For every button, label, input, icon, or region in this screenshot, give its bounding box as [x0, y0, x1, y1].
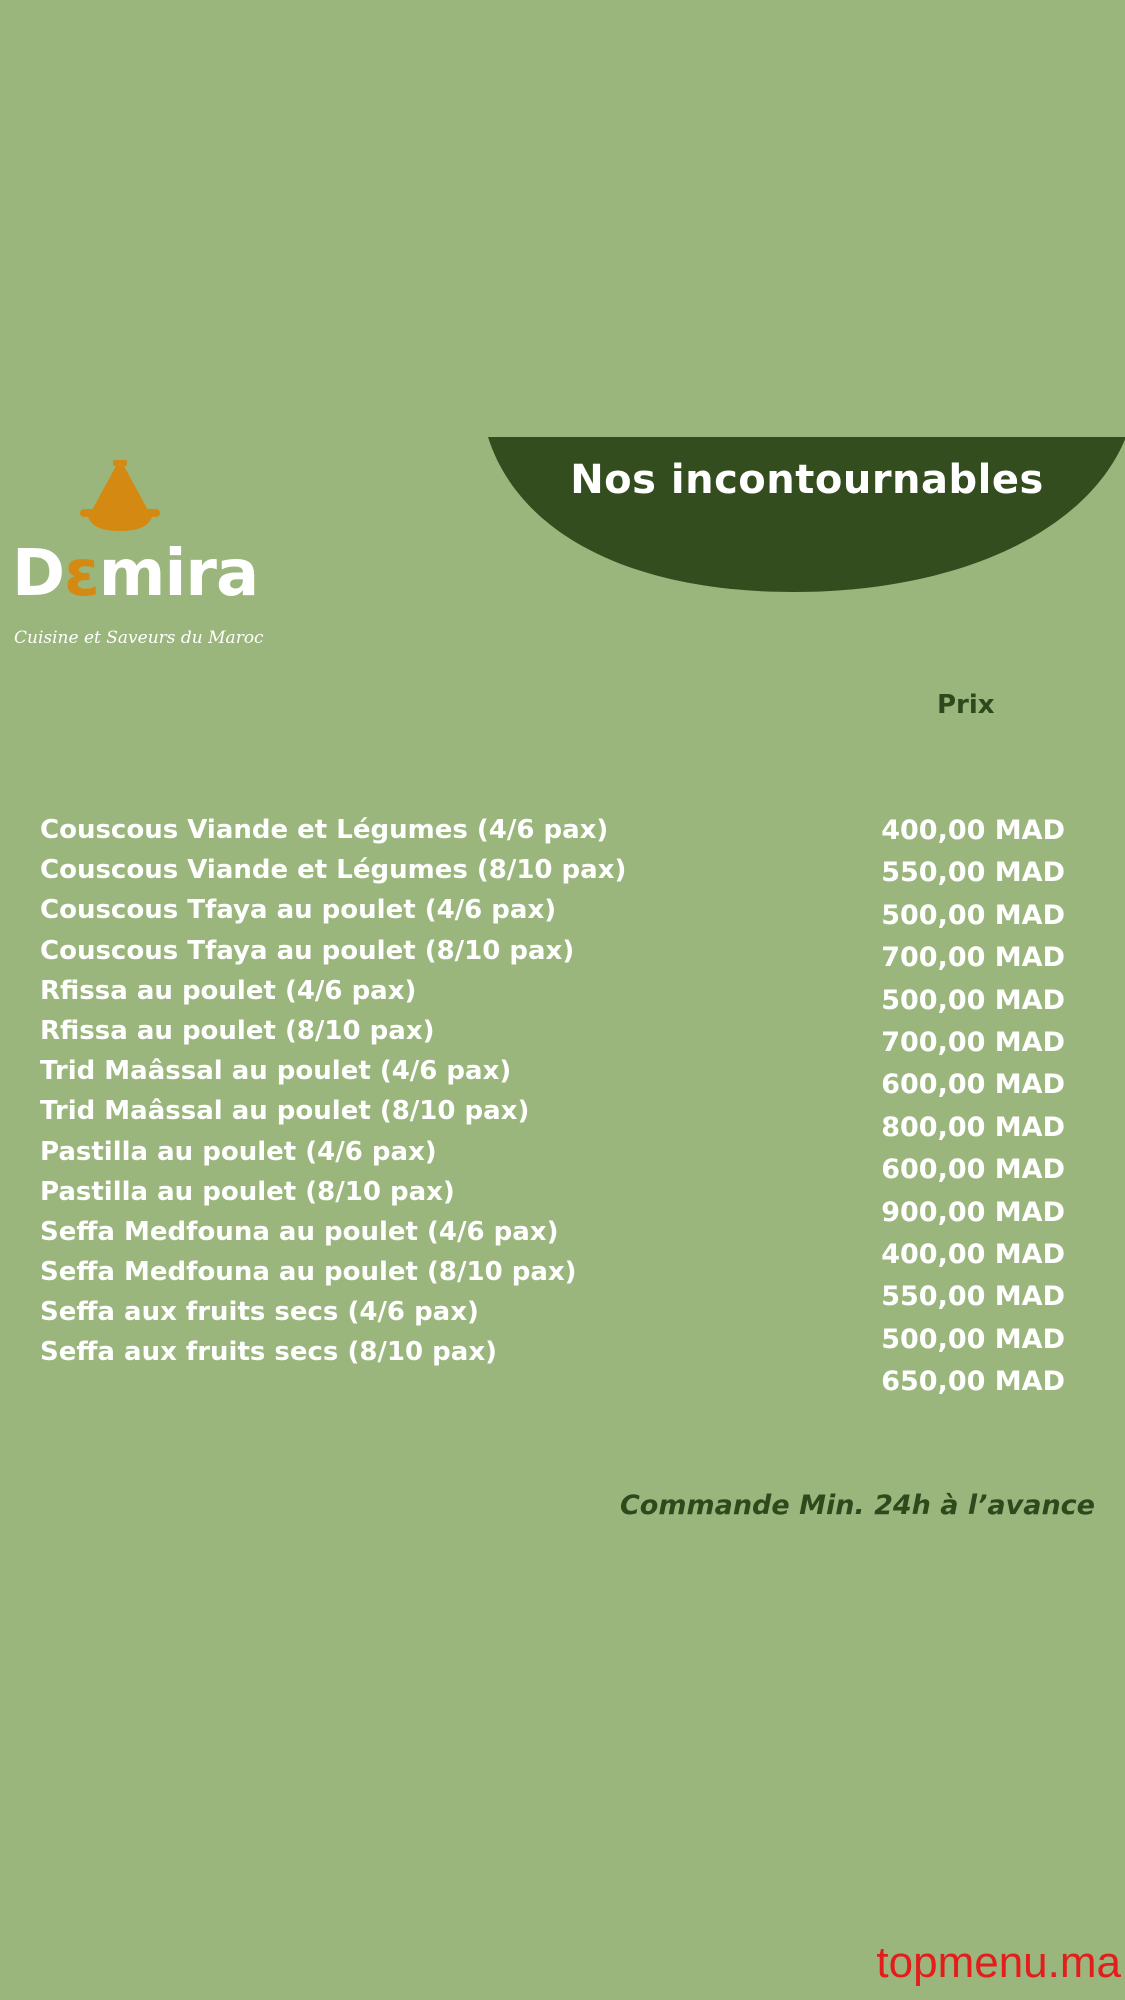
brand-name: Dɛmira [12, 537, 259, 611]
menu-item-price: 500,00 MAD [881, 899, 1065, 931]
menu-item-name: Couscous Viande et Légumes (4/6 pax) [40, 815, 609, 845]
menu-item-price: 700,00 MAD [881, 942, 1065, 974]
menu-item-price: 900,00 MAD [881, 1196, 1065, 1228]
menu-item-price: 700,00 MAD [881, 1026, 1065, 1058]
menu-item-price: 550,00 MAD [881, 1281, 1065, 1313]
menu-item-name: Couscous Viande et Légumes (8/10 pax) [40, 855, 627, 886]
watermark-text: topmenu.ma [876, 1938, 1121, 1987]
menu-item-price: 600,00 MAD [881, 1154, 1065, 1186]
menu-item-name: Couscous Tfaya au poulet (8/10 pax) [40, 935, 575, 966]
brand-logo [10, 460, 264, 660]
menu-item-price: 600,00 MAD [881, 1069, 1065, 1101]
menu-item-price: 550,00 MAD [881, 857, 1065, 889]
menu-item-price: 800,00 MAD [881, 1111, 1065, 1143]
order-note: Commande Min. 24h à l’avance [619, 1490, 1095, 1521]
menu-item-name: Seffa aux fruits secs (8/10 pax) [40, 1337, 497, 1368]
menu-item-name: Seffa aux fruits secs (4/6 pax) [40, 1297, 479, 1328]
menu-item-name: Rfissa au poulet (8/10 pax) [40, 1015, 435, 1046]
menu-item-price: 400,00 MAD [881, 1238, 1065, 1270]
menu-item-list [40, 810, 660, 1373]
menu-item-name: Trid Maâssal au poulet (8/10 pax) [40, 1096, 530, 1127]
price-column-header: Prix [937, 690, 995, 720]
menu-item-name: Pastilla au poulet (8/10 pax) [40, 1176, 455, 1207]
menu-item-name: Seffa Medfouna au poulet (8/10 pax) [40, 1257, 577, 1288]
menu-item-name: Trid Maâssal au poulet (4/6 pax) [40, 1056, 512, 1087]
brand-name-accent: ɛ [64, 537, 99, 611]
section-title: Nos incontournables [570, 457, 1044, 503]
menu-item-name: Seffa Medfouna au poulet (4/6 pax) [40, 1216, 559, 1247]
menu-item-price: 500,00 MAD [881, 1323, 1065, 1355]
menu-item-price: 500,00 MAD [881, 984, 1065, 1016]
menu-item-name: Couscous Tfaya au poulet (4/6 pax) [40, 895, 557, 926]
section-banner [488, 437, 1125, 592]
menu-item-price: 650,00 MAD [881, 1366, 1065, 1398]
menu-item-name: Pastilla au poulet (4/6 pax) [40, 1136, 437, 1167]
brand-tagline: Cuisine et Saveurs du Maroc [14, 628, 264, 648]
menu-item-name: Rfissa au poulet (4/6 pax) [40, 975, 417, 1006]
menu-item-price: 400,00 MAD [881, 815, 1065, 846]
tajine-icon [78, 460, 162, 536]
menu-price-list [860, 810, 1065, 1403]
